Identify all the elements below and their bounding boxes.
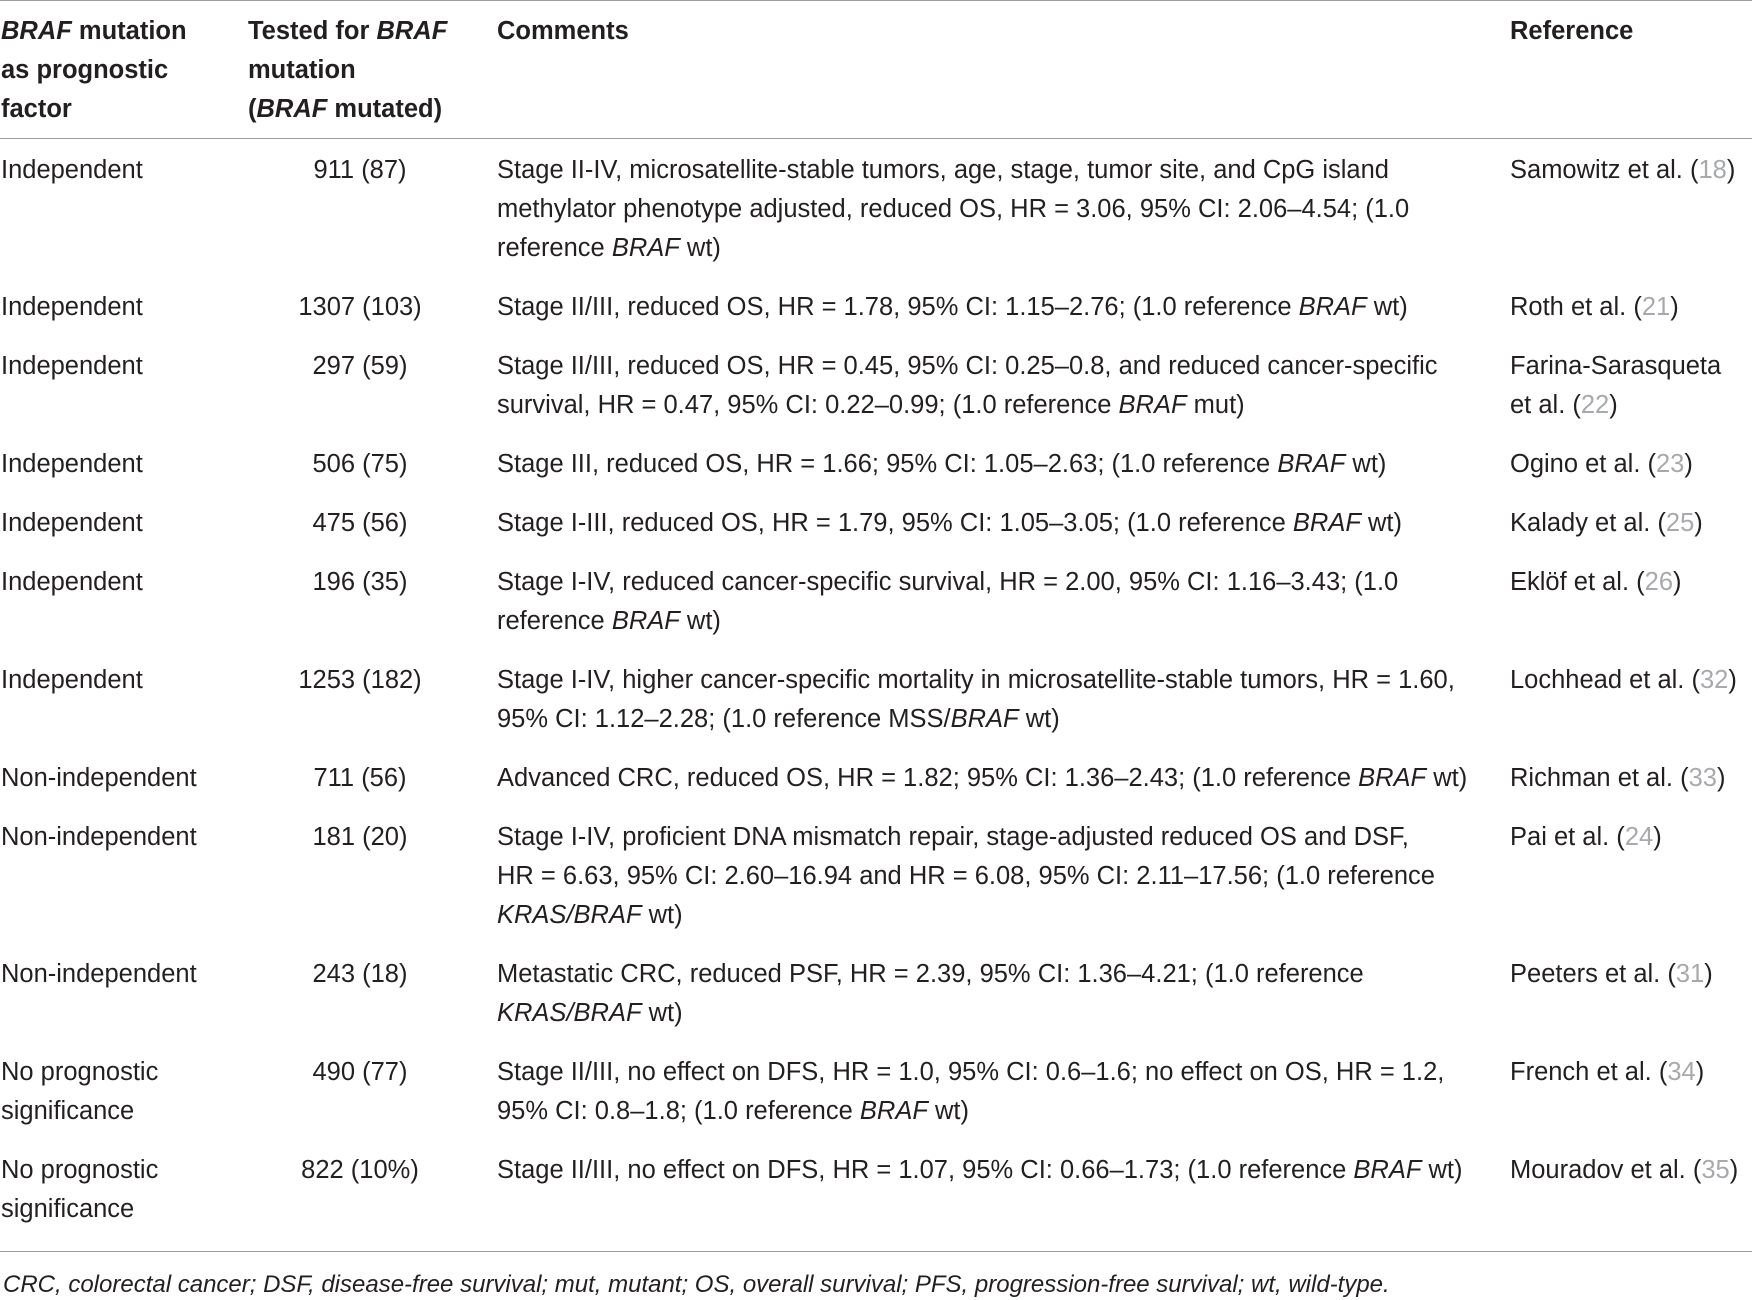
- table-row: [0, 492, 1752, 551]
- text-segment: Richman et al. (: [1510, 764, 1689, 792]
- reference-cell: [1495, 551, 1752, 649]
- reference-number-link[interactable]: 26: [1644, 568, 1674, 596]
- italic-gene-term: BRAF: [859, 1097, 928, 1125]
- reference-cell: [1495, 1139, 1752, 1252]
- text-segment: Farina-Sarasqueta et al. (: [1510, 352, 1722, 419]
- prognostic-factor-cell: Independent: [1, 509, 143, 537]
- italic-gene-term: BRAF: [611, 234, 680, 262]
- reference-number-link[interactable]: 24: [1624, 823, 1654, 851]
- text-segment: ): [1694, 509, 1703, 537]
- reference-number-link[interactable]: 22: [1580, 391, 1610, 419]
- text-segment: Stage I-IV, reduced cancer-specific survival, HR = 2.00, 95% CI: 1.16–3.43; (1.0 reference: [497, 568, 1399, 635]
- text-segment: Eklöf et al. (: [1510, 568, 1645, 596]
- header-row: [0, 1, 1752, 139]
- comments-cell: [480, 649, 1495, 747]
- text-segment: mutation as prognostic factor: [1, 17, 187, 123]
- italic-gene-term: BRAF: [1277, 450, 1346, 478]
- prognostic-factor-cell: Independent: [1, 352, 143, 380]
- italic-gene-term: BRAF: [1, 17, 72, 45]
- text-segment: ): [1673, 568, 1682, 596]
- reference-number-link[interactable]: 23: [1656, 450, 1685, 478]
- text-segment: Stage II-IV, microsatellite-stable tumors, age, stage, tumor site, and CpG island methylator phenotype adjusted, reduced OS, HR = 3.06, 95% CI: 2.06–4.54; (1.0 reference: [497, 156, 1410, 262]
- text-segment: French et al. (: [1510, 1058, 1668, 1086]
- reference-cell: [1495, 139, 1752, 277]
- reference-number-link[interactable]: 31: [1675, 960, 1705, 988]
- reference-number-link[interactable]: 35: [1701, 1156, 1730, 1184]
- comments-cell: [480, 551, 1495, 649]
- table-row: [0, 335, 1752, 433]
- text-segment: ): [1653, 823, 1662, 851]
- reference-number-link[interactable]: 25: [1665, 509, 1695, 537]
- text-segment: Comments: [497, 17, 629, 45]
- text-segment: Stage I-IV, higher cancer-specific mortality in microsatellite-stable tumors, HR = 1.60, 95% CI: 1.12–2.28; (1.0 reference MSS/: [497, 666, 1455, 733]
- table-body: [0, 139, 1752, 1252]
- table-row: [0, 1139, 1752, 1252]
- reference-cell: [1495, 433, 1752, 492]
- table-row: [0, 139, 1752, 277]
- reference-cell: [1495, 1041, 1752, 1139]
- prognostic-factor-cell: Independent: [1, 156, 143, 184]
- text-segment: Peeters et al. (: [1510, 960, 1676, 988]
- header-comments: [480, 1, 1495, 139]
- text-segment: mutated): [327, 95, 443, 123]
- text-segment: Stage I-III, reduced OS, HR = 1.79, 95% CI: 1.05–3.05; (1.0 reference: [497, 509, 1293, 537]
- italic-gene-term: BRAF: [1292, 509, 1361, 537]
- reference-number-link[interactable]: 32: [1699, 666, 1729, 694]
- text-segment: ): [1670, 293, 1679, 321]
- tested-count-cell: 475 (56): [312, 509, 408, 537]
- prognostic-factor-cell: No prognostic significance: [1, 1058, 159, 1125]
- text-segment: ): [1728, 666, 1737, 694]
- italic-gene-term: BRAF: [950, 705, 1019, 733]
- text-segment: wt): [1366, 293, 1408, 321]
- text-segment: Stage II/III, no effect on DFS, HR = 1.0, 95% CI: 0.6–1.6; no effect on OS, HR = 1.2, 95% CI: 0.8–1.8; (1.0 reference: [497, 1058, 1445, 1125]
- table-row: [0, 276, 1752, 335]
- tested-count-cell: 1253 (182): [298, 666, 422, 694]
- italic-gene-term: BRAF: [611, 607, 680, 635]
- text-segment: Metastatic CRC, reduced PSF, HR = 2.39, 95% CI: 1.36–4.21; (1.0 reference: [497, 960, 1364, 988]
- tested-count-cell: 181 (20): [312, 823, 408, 851]
- text-segment: Stage II/III, no effect on DFS, HR = 1.07, 95% CI: 0.66–1.73; (1.0 reference: [497, 1156, 1354, 1184]
- text-segment: Roth et al. (: [1510, 293, 1642, 321]
- text-segment: wt): [679, 607, 721, 635]
- comments-cell: [480, 943, 1495, 1041]
- comments-cell: [480, 492, 1495, 551]
- text-segment: wt): [1345, 450, 1387, 478]
- italic-gene-term: BRAF: [376, 17, 448, 45]
- reference-number-link[interactable]: 18: [1698, 156, 1727, 184]
- table-row: [0, 747, 1752, 806]
- prognostic-factor-cell: Non-independent: [1, 960, 197, 988]
- comments-cell: [480, 335, 1495, 433]
- text-segment: Lochhead et al. (: [1510, 666, 1700, 694]
- table-row: [0, 806, 1752, 943]
- table-row: [0, 551, 1752, 649]
- header-prognostic-factor: [0, 1, 240, 139]
- text-segment: Stage I-IV, proficient DNA mismatch repair, stage-adjusted reduced OS and DSF, HR = 6.63, 95% CI: 2.60–16.94 and HR = 6.08, 95% CI: 2.11–17.56; (1.0 reference: [497, 823, 1435, 890]
- reference-cell: [1495, 335, 1752, 433]
- reference-cell: [1495, 276, 1752, 335]
- text-segment: wt): [1360, 509, 1402, 537]
- tested-count-cell: 506 (75): [312, 450, 408, 478]
- comments-cell: [480, 747, 1495, 806]
- text-segment: ): [1729, 1156, 1739, 1184]
- header-reference: [1495, 1, 1752, 139]
- prognostic-factor-cell: Non-independent: [1, 823, 197, 851]
- text-segment: ): [1726, 156, 1736, 184]
- text-segment: Advanced CRC, reduced OS, HR = 1.82; 95% CI: 1.36–2.43; (1.0 reference: [497, 764, 1359, 792]
- text-segment: Stage II/III, reduced OS, HR = 1.78, 95% CI: 1.15–2.76; (1.0 reference: [497, 293, 1299, 321]
- header-tested-for-braf: [240, 1, 480, 139]
- text-segment: Stage III, reduced OS, HR = 1.66; 95% CI: 1.05–2.63; (1.0 reference: [497, 450, 1278, 478]
- text-segment: Mouradov et al. (: [1510, 1156, 1702, 1184]
- tested-count-cell: 297 (59): [312, 352, 408, 380]
- tested-count-cell: 911 (87): [313, 156, 407, 184]
- italic-gene-term: KRAS/BRAF: [497, 999, 642, 1027]
- italic-gene-term: BRAF: [1118, 391, 1187, 419]
- comments-cell: [480, 276, 1495, 335]
- reference-number-link[interactable]: 34: [1667, 1058, 1696, 1086]
- table-row: [0, 943, 1752, 1041]
- text-segment: ): [1609, 391, 1618, 419]
- text-segment: Pai et al. (: [1510, 823, 1625, 851]
- italic-gene-term: BRAF: [1353, 1156, 1422, 1184]
- reference-number-link[interactable]: 33: [1688, 764, 1717, 792]
- text-segment: Stage II/III, reduced OS, HR = 0.45, 95% CI: 0.25–0.8, and reduced cancer-specific survival, HR = 0.47, 95% CI: 0.22–0.99; (1.0 reference: [497, 352, 1438, 419]
- text-segment: Tested for: [248, 17, 377, 45]
- reference-cell: [1495, 649, 1752, 747]
- text-segment: mut): [1186, 391, 1245, 419]
- reference-cell: [1495, 943, 1752, 1041]
- table-row: [0, 433, 1752, 492]
- italic-gene-term: BRAF: [1298, 293, 1367, 321]
- text-segment: Ogino et al. (: [1510, 450, 1656, 478]
- text-segment: Kalady et al. (: [1510, 509, 1666, 537]
- table-row: [0, 1041, 1752, 1139]
- tested-count-cell: 243 (18): [312, 960, 408, 988]
- text-segment: wt): [1426, 764, 1468, 792]
- text-segment: ): [1716, 764, 1726, 792]
- text-segment: wt): [1018, 705, 1060, 733]
- comments-cell: [480, 806, 1495, 943]
- text-segment: wt): [679, 234, 721, 262]
- comments-cell: [480, 1139, 1495, 1252]
- text-segment: wt): [641, 999, 683, 1027]
- reference-number-link[interactable]: 21: [1641, 293, 1671, 321]
- prognostic-factor-cell: Independent: [1, 293, 143, 321]
- tested-count-cell: 822 (10%): [240, 1139, 480, 1252]
- reference-cell: [1495, 492, 1752, 551]
- tested-count-cell: 196 (35): [312, 568, 408, 596]
- tested-count-cell: 711 (56): [313, 764, 407, 792]
- prognostic-factor-cell: No prognostic significance: [0, 1139, 240, 1252]
- tested-count-cell: 1307 (103): [298, 293, 422, 321]
- comments-cell: [480, 139, 1495, 277]
- italic-gene-term: BRAF: [1358, 764, 1427, 792]
- prognostic-factor-cell: Independent: [1, 666, 143, 694]
- text-segment: ): [1704, 960, 1713, 988]
- table-footnote: CRC, colorectal cancer; DSF, disease-free survival; mut, mutant; OS, overall survival; PFS, progression-free survival; wt, wild-type.: [3, 1271, 1390, 1298]
- text-segment: Reference: [1510, 17, 1634, 45]
- table-row: [0, 649, 1752, 747]
- reference-cell: [1495, 747, 1752, 806]
- prognostic-factor-cell: Independent: [1, 450, 143, 478]
- table-header: [0, 1, 1752, 139]
- text-segment: wt): [1421, 1156, 1463, 1184]
- italic-gene-term: BRAF: [256, 95, 328, 123]
- text-segment: ): [1695, 1058, 1705, 1086]
- prognostic-factor-cell: Non-independent: [1, 764, 197, 792]
- text-segment: wt): [641, 901, 683, 929]
- comments-cell: [480, 1041, 1495, 1139]
- text-segment: ): [1684, 450, 1693, 478]
- text-segment: mutation (: [248, 56, 356, 123]
- tested-count-cell: 490 (77): [312, 1058, 408, 1086]
- reference-cell: [1495, 806, 1752, 943]
- italic-gene-term: KRAS/BRAF: [497, 901, 642, 929]
- prognostic-factor-cell: Independent: [1, 568, 143, 596]
- text-segment: wt): [927, 1097, 969, 1125]
- comments-cell: [480, 433, 1495, 492]
- text-segment: Samowitz et al. (: [1510, 156, 1699, 184]
